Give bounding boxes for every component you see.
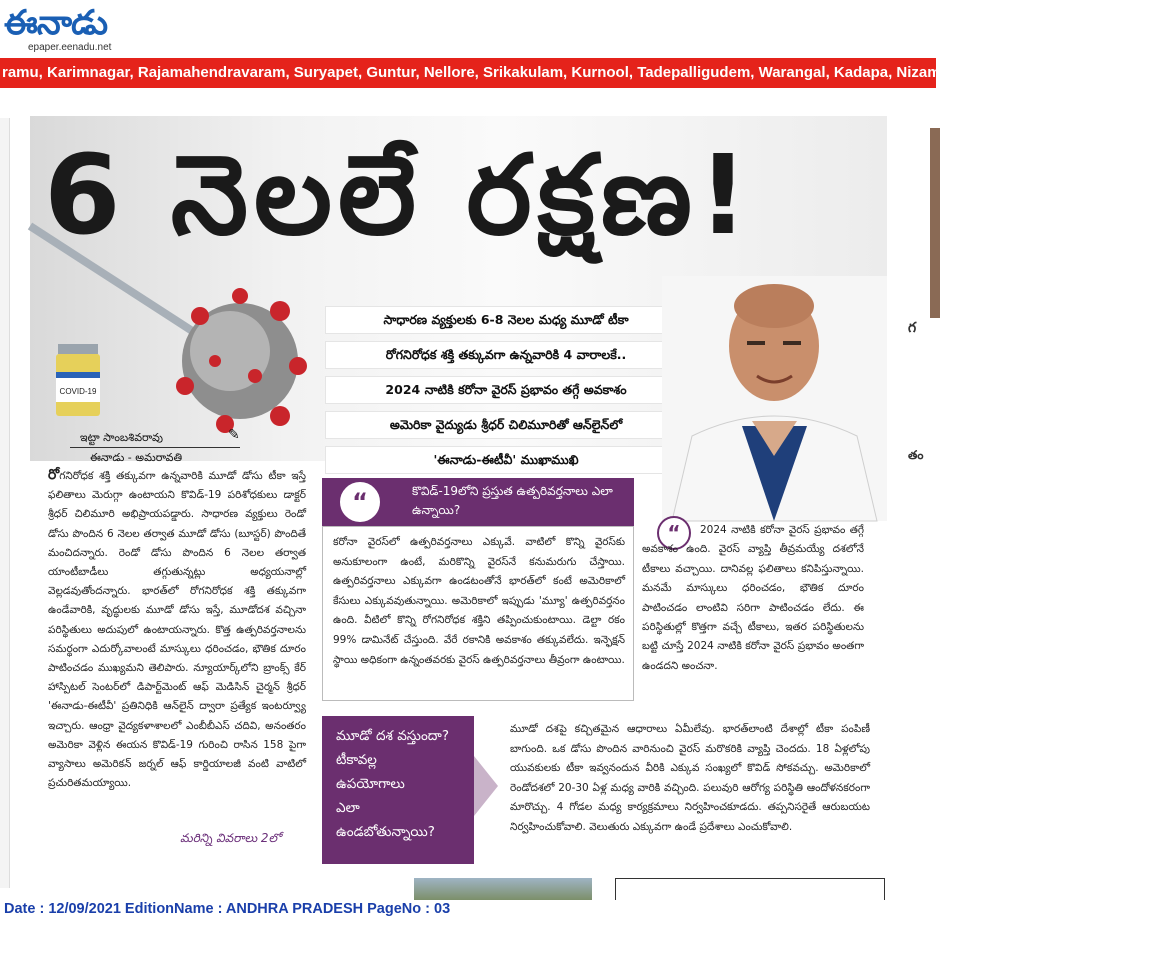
- question-line: టీకావల్ల: [336, 752, 377, 768]
- logo-url: epaper.eenadu.net: [28, 42, 112, 53]
- pen-icon: ✎: [228, 427, 240, 443]
- right-adjacent-column: [906, 118, 936, 888]
- next-article-teaser[interactable]: [30, 878, 887, 900]
- logo-text: ఈనాడు: [4, 3, 108, 43]
- answer-text: కరోనా వైరస్‌లో ఉత్పరివర్తనాలు ఎక్కువే. వాటిలో కొన్ని వైరస్‌కు అనుకూలంగా ఉంటే, మరికొన్ని వైరస్‌నే కనుమరుగు చేస్తాయి. ఉత్పరివర్తనాలు ఎక్కువగా ఉండటంతోనే భారత్‌లో కంటే అమెరికాలో కేసులు ఎక్కువవుతున్నాయి. అమెరికాలో ఇప్పుడు 'మ్యూ' ఉత్పరివర్తనం ఉంది. వీటిలో కొన్ని రోగనిరోధక శక్తిని తప్పించుకుంటాయి. డెల్టా రకం 99% డామినేట్ చేస్తుంది. వేరే రకానికి అవకాశం తక్కువలేదు. ఇన్ఫెక్షన్ స్థాయి అధికంగా ఉన్నంతవరకు వైరస్ ఉత్పరివర్తనాలు తీవ్రంగా ఉంటాయి.: [333, 536, 625, 666]
- byline-writer: ఇట్టా సాంబశివరావు: [80, 431, 163, 444]
- adjacent-text-fragment: తం: [908, 448, 924, 462]
- byline-divider: [70, 447, 240, 448]
- key-point: అమెరికా వైద్యుడు శ్రీధర్ చిలిమూరితో ఆన్‌లైన్‌లో: [325, 411, 687, 439]
- continued-link[interactable]: మరిన్ని వివరాలు 2లో: [180, 831, 281, 845]
- vaccine-vial-icon: [52, 344, 104, 418]
- adjacent-heading-fragment: గ: [908, 320, 917, 336]
- arrow-right-icon: [474, 756, 498, 816]
- key-point: 2024 నాటికి కరోనా వైరస్ ప్రభావం తగ్గే అవకాశం: [325, 376, 687, 404]
- article-body-intro: [48, 466, 306, 793]
- eenadu-logo[interactable]: [2, 4, 142, 52]
- adjacent-photo: [930, 128, 940, 318]
- page-footer-info: Date : 12/09/2021 EditionName : ANDHRA PRADESH PageNo : 03: [4, 901, 451, 917]
- question-line: మూడో దశ వస్తుందా?: [336, 728, 450, 744]
- answer-text-2024: 2024 నాటికి కరోనా వైరస్ ప్రభావం తగ్గే అవకాశం ఉంది. వైరస్ వ్యాప్తి తీవ్రమయ్యే దశలోనే టీకాలు వచ్చాయి. దానివల్ల ఫలితాలు కనిపిస్తున్నాయి. మనమే మాస్కులు ధరించడం, భౌతిక దూరం పాటించడం లాంటివి సరిగా పాటించడం లేదు. ఈ పరిస్థితుల్లో కొత్తగా వచ్చే టీకాలు, ఇతర పరిస్థితులను బట్టి చూస్తే 2024 నాటికి కరోనా వైరస్ ప్రభావం అంతగా ఉండదని అంచనా.: [642, 524, 864, 672]
- doctor-photo: [662, 276, 887, 521]
- key-point: 'ఈనాడు-ఈటీవీ' ముఖాముఖి: [325, 446, 687, 474]
- drop-cap: రో: [48, 467, 60, 483]
- intro-text: గనిరోధక శక్తి తక్కువగా ఉన్నవారికి మూడో డోసు టీకా ఇస్తే ఫలితాలు మెరుగ్గా ఉంటాయని కొవిడ్-19 పరిశోధకులు డాక్టర్ శ్రీధర్ చిలిమూరి అభిప్రాయపడ్డారు. సాధారణ వ్యక్తులు రెండో డోసు పొందిన 6 నెలల తర్వాత మూడో డోసు (బూస్టర్) పొందితే మంచిదన్నారు. రెండో డోసు పొందిన 6 నెలల తర్వాత యాంటీబాడీలు తగ్గుతున్నట్లు అధ్యయనాల్లో వెల్లడవుతోందన్నారు. భారత్‌లో రోగనిరోధక శక్తి తక్కువగా ఉండేవారికి, వృద్ధులకు మూడో డోసు ఇస్తే, మూడోదశ వచ్చినా పరిస్థితులు అదుపులో ఉంటాయన్నారు. కొత్త ఉత్పరివర్తనాలను సమర్థంగా ఎదుర్కోవాలంటే మాస్కులు ధరించడం, భౌతిక దూరం పాటించడం ముఖ్యమని తెలిపారు. న్యూయార్క్‌లోని బ్రాంక్స్ కేర్ హాస్పిటల్ సెంటర్‌లో డిపార్ట్‌మెంట్ ఆఫ్ మెడిసిన్ చైర్మన్ శ్రీధర్ 'ఈనాడు-ఈటీవీ' ప్రతినిధికి ఆన్‌లైన్ ద్వారా ప్రత్యేక ఇంటర్వ్యూ ఇచ్చారు. ఆంధ్రా వైద్యకళాశాలలో ఎంబీబీఎస్ చదివి, అనంతరం అమెరికా వెళ్లిన ఈయన కొవిడ్-19 గురించి రాసిన 158 పైగా వ్యాసాలు అమెరికన్ జర్నల్ ఆఫ్ కార్డియాలజీ వంటి వాటిలో ప్రచురితమయ్యాయి.: [48, 470, 306, 790]
- byline-place: ఈనాడు - అమరావతి: [90, 451, 183, 464]
- key-point: సాధారణ వ్యక్తులకు 6-8 నెలల మధ్య మూడో టీకా: [325, 306, 687, 334]
- answer-text-third-wave: మూడో దశపై కచ్చితమైన ఆధారాలు ఏమీలేవు. భారత్‌లాంటి దేశాల్లో టీకా పంపిణీ బాగుంది. ఒక డోసు పొందిన వారినుంచి వైరస్ మరొకరికి వ్యాప్తి చెందదు. 18 ఏళ్లలోపు యువకులకు టీకా ఇవ్వనందున వీరికి ఎక్కువ సంఖ్యలో కొవిడ్ సోకవచ్చు. అమెరికాలో రెండోదశలో 20-30 ఏళ్ల మధ్య వారికి వచ్చింది. పలువురి ఆరోగ్య పరిస్థితి ఆందోళనకరంగా మారొచ్చు. 4 గోడల మధ్య కార్యక్రమాలు నిర్వహించకూడదు. తప్పనిసరైతే ఆరుబయట నిర్వహించుకోవాలి. వెలుతురు ఎక్కువగా ఉండే ప్రదేశాలు ఎంచుకోవాలి.: [510, 723, 870, 833]
- left-adjacent-column: [0, 118, 10, 888]
- teaser-photo: [414, 878, 592, 900]
- key-point: రోగనిరోధక శక్తి తక్కువగా ఉన్నవారికి 4 వారాలకే..: [325, 341, 687, 369]
- question-text: [336, 724, 470, 844]
- news-article[interactable]: [30, 116, 887, 888]
- answer-box-mutations: [322, 526, 634, 701]
- coronavirus-illustration: [140, 266, 320, 446]
- vial-label: COVID-19: [59, 387, 97, 396]
- quote-icon: “: [340, 482, 380, 522]
- question-line: ఉండబోతున్నాయి?: [336, 824, 435, 840]
- article-headline: 6 నెలలే రక్షణ!: [44, 131, 755, 259]
- question-box-mutations: [322, 478, 634, 526]
- quote-icon: “: [657, 516, 691, 550]
- question-line: ఎలా: [336, 800, 360, 816]
- key-points-list: [325, 306, 687, 481]
- question-text: కొవిడ్-19లోని ప్రస్తుత ఉత్పరివర్తనాలు ఎలా ఉన్నాయి?: [412, 484, 613, 517]
- edition-ticker[interactable]: ramu, Karimnagar, Rajamahendravaram, Suryapet, Guntur, Nellore, Srikakulam, Kurnool, Tadepalligudem, Warangal, Kadapa, Nizamabad, Khammam, Ongole, Ma: [0, 58, 936, 88]
- teaser-box: [615, 878, 885, 900]
- question-box-third-wave: [322, 716, 474, 864]
- question-line: ఉపయోగాలు: [336, 776, 405, 792]
